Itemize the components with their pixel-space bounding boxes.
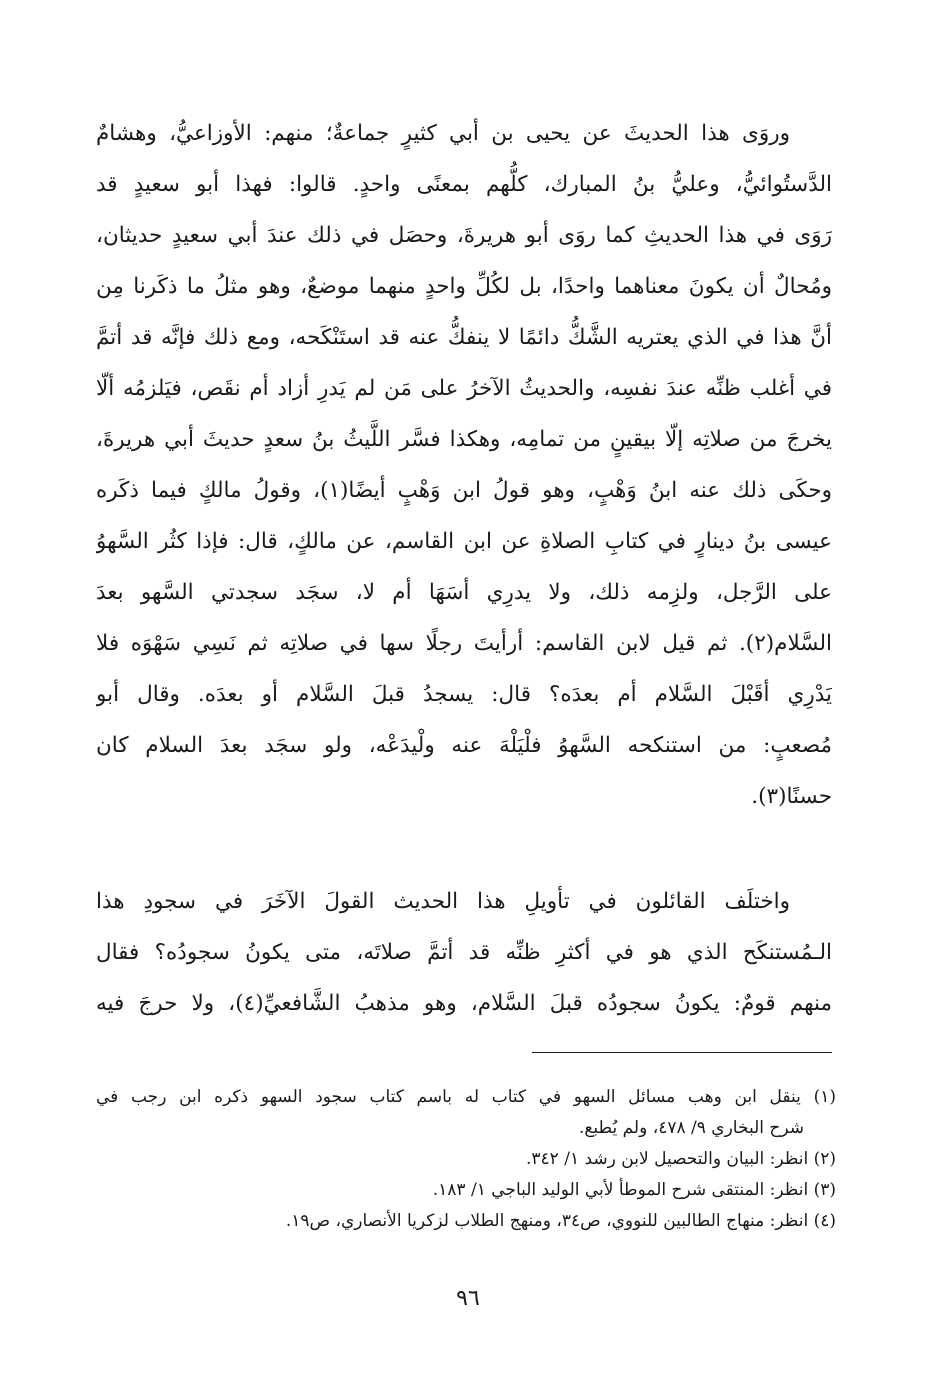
page-number: ٩٦ bbox=[456, 1286, 480, 1311]
text-line: واختلَف القائلون في تأويلِ هذا الحديث القولَ الآخَرَ في سجودِ هذا bbox=[96, 889, 790, 914]
footnote-2: (٢) انظر: البيان والتحصيل لابن رشد ١/ ٣٤٢. bbox=[526, 1149, 836, 1169]
text-line: السَّلام(٢). ثم قيل لابن القاسم: أرأيتَ رجلًا سها في صلاتِه ثم نَسِي سَهْوَه فلا bbox=[96, 631, 832, 656]
footnote-separator bbox=[532, 1052, 832, 1053]
text-line: مُصعبٍ: من استنكحه السَّهوُ فلْيَلْهَ عنه ولْيدَعْه، ولو سجَد بعدَ السلام كان bbox=[96, 733, 832, 758]
text-line: الـمُستنكَح الذي هو في أكثرِ ظنِّه قد أتمَّ صلاتَه، متى يكونُ سجودُه؟ فقال bbox=[96, 940, 832, 965]
text-line: رَوَى في هذا الحديثِ كما روَى أبو هريرةَ، وحصَل في ذلك عندَ أبي سعيدٍ حديثان، bbox=[96, 223, 832, 248]
text-line: الدَّستُوائيُّ، وعليُّ بنُ المبارك، كلُّهم بمعنًى واحدٍ. قالوا: فهذا أبو سعيدٍ قد bbox=[96, 172, 832, 197]
main-paragraph-1 bbox=[96, 108, 832, 822]
text-line: حسنًا(٣). bbox=[751, 784, 832, 809]
footnote-1-continuation: شرح البخاري ٩/ ٤٧٨، ولم يُطبع. bbox=[578, 1118, 804, 1138]
text-line: ومُحالٌ أن يكونَ معناهما واحدًا، بل لكُلِّ واحدٍ منهما موضعٌ، وهو مثلُ ما ذكَرنا مِن bbox=[96, 274, 832, 299]
text-line: في أغلب ظنِّه عندَ نفسِه، والحديثُ الآخرُ على مَن لم يَدرِ أزاد أم نقَص، فيَلزمُه ألّا bbox=[96, 376, 832, 401]
footnotes bbox=[96, 1082, 836, 1237]
footnote-3: (٣) انظر: المنتقى شرح الموطأ لأبي الوليد الباجي ١/ ١٨٣. bbox=[432, 1180, 836, 1200]
text-line: يَدْرِي أقَبْلَ السَّلام أم بعدَه؟ قال: يسجدُ قبلَ السَّلام أو بعدَه. وقال أبو bbox=[96, 682, 832, 707]
text-line: منهم قومٌ: يكونُ سجودُه قبلَ السَّلام، وهو مذهبُ الشَّافعيِّ(٤)، ولا حرجَ فيه bbox=[96, 991, 832, 1016]
text-line: يخرجَ من صلاتِه إلّا بيقينٍ من تمامِه، وهكذا فسَّر اللَّيثُ بنُ سعدٍ حديثَ أبي هريرةَ، bbox=[96, 427, 832, 452]
footnote-1: (١) ينقل ابن وهب مسائل السهو في كتاب له باسم كتاب سجود السهو ذكره ابن رجب في bbox=[96, 1087, 836, 1107]
main-paragraph-2 bbox=[96, 876, 832, 1029]
footnote-4: (٤) انظر: منهاج الطالبين للنووي، ص٣٤، ومنهج الطلاب لزكريا الأنصاري، ص١٩. bbox=[285, 1211, 836, 1231]
text-line: وحكَى ذلك عنه ابنُ وَهْبٍ، وهو قولُ ابن وَهْبٍ أيضًا(١)، وقولُ مالكٍ فيما ذكَره bbox=[96, 478, 832, 503]
text-line: وروَى هذا الحديثَ عن يحيى بن أبي كثيرٍ جماعةٌ؛ منهم: الأوزاعيُّ، وهشامٌ bbox=[96, 121, 790, 146]
text-line: على الرَّجل، ولزِمه ذلك، ولا يدرِي أسَهَا أم لا، سجَد سجدتي السَّهو بعدَ bbox=[96, 580, 832, 605]
text-line: عيسى بنُ دينارٍ في كتابِ الصلاةِ عن ابن القاسم، عن مالكٍ، قال: فإذا كثُر السَّهوُ bbox=[96, 529, 832, 554]
text-line: أنَّ هذا في الذي يعتريه الشَّكُّ دائمًا لا ينفكُّ عنه قد استَنْكَحه، ومع ذلك فإنَّه قد أتمَّ bbox=[96, 325, 832, 350]
